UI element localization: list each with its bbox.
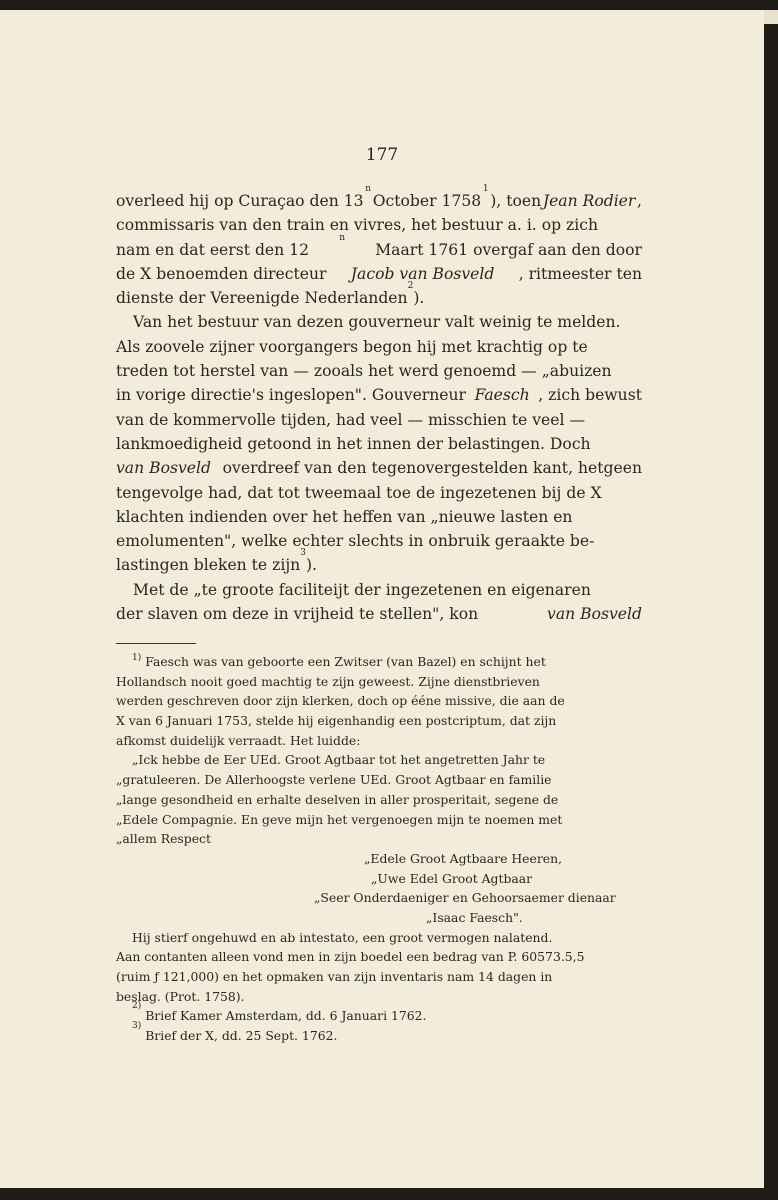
- superscript: n: [365, 184, 372, 194]
- text-line: van de kommervolle tijden, had veel — misschien te veel —: [116, 410, 586, 429]
- text-line: klachten indienden over het heffen van „nieuwe lasten en: [116, 507, 573, 526]
- text-line: emolumenten", welke echter slechts in onbruik geraakte be-: [116, 532, 595, 551]
- text-line: overleed hij op Curaçao den 13 n October 1758 1 ), toen Jean Rodier ,: [116, 189, 642, 213]
- text-line: Van het bestuur van dezen gouverneur valt weinig te melden.: [133, 313, 621, 332]
- footnote-1-line: Hollandsch nooit goed machtig te zijn geweest. Zijne dienstbrieven: [116, 673, 540, 689]
- footnote-marker: 3): [132, 1021, 142, 1032]
- signature-line: „Uwe Edel Groot Agtbaar: [371, 870, 533, 886]
- text-line: der slaven om deze in vrijheid te stellen", kon van Bosveld: [116, 602, 642, 626]
- footnote-marker: 1): [132, 653, 142, 663]
- person-name: van Bosveld: [116, 459, 211, 478]
- text-line: Met de „te groote faciliteijt der ingezetenen en eigenaren: [133, 580, 591, 599]
- text-line: lankmoedigheid getoond in het innen der belastingen. Doch: [116, 434, 591, 453]
- footnote-divider: [116, 643, 196, 644]
- signature-line: „Edele Groot Agtbaare Heeren,: [364, 850, 563, 866]
- person-name: Faesch: [474, 386, 530, 405]
- text-line: Als zoovele zijner voorgangers begon hij met krachtig op te: [116, 337, 588, 356]
- footnote-1-closing-line: (ruim ƒ 121,000) en het opmaken van zijn inventaris nam 14 dagen in: [116, 969, 553, 984]
- text-line: dienste der Vereenigde Nederlanden 2 ).: [116, 286, 642, 310]
- person-name: Jean Rodier: [542, 192, 636, 210]
- footnote-1-closing-line: Hij stierf ongehuwd en ab intestato, een groot vermogen nalatend.: [132, 929, 553, 945]
- footnote-marker: 2): [132, 1001, 142, 1012]
- page-number: 177: [365, 145, 399, 165]
- text-line: tengevolge had, dat tot tweemaal toe de ingezetenen bij de X: [116, 483, 602, 502]
- footnote-1-line: X van 6 Januari 1753, stelde hij eigenhandig een postcriptum, dat zijn: [116, 713, 557, 729]
- book-page: [0, 10, 764, 1188]
- text-line: in vorige directie's ingeslopen". Gouverneur Faesch , zich bewust: [116, 383, 642, 407]
- person-name: van Bosveld: [547, 605, 642, 624]
- signature-line: „Seer Onderdaeniger en Gehoorsaemer dienaar: [314, 890, 616, 906]
- footnote-2: 2) Brief Kamer Amsterdam, dd. 6 Januari 1762.: [116, 1006, 642, 1026]
- main-text: [116, 184, 642, 626]
- text-line: commissaris van den train en vivres, het bestuur a. i. op zich: [116, 216, 599, 235]
- footnote-ref-2: 2: [407, 281, 414, 292]
- footnote-3: 3) Brief der X, dd. 25 Sept. 1762.: [116, 1026, 642, 1046]
- text-line: nam en dat eerst den 12 n Maart 1761 overgaf aan den door: [116, 238, 642, 262]
- footnotes: [116, 652, 642, 1046]
- text-line: treden tot herstel van — zooals het werd genoemd — „abuizen: [116, 362, 612, 381]
- text-line: de X benoemden directeur Jacob van Bosveld , ritmeester ten: [116, 262, 642, 286]
- text-line: lastingen bleken te zijn 3 ).: [116, 553, 642, 577]
- footnote-1-closing-line: Aan contanten alleen vond men in zijn boedel een bedrag van P. 60573.5,5: [116, 949, 585, 965]
- footnote-1-closing-line: beslag. (Prot. 1758).: [116, 988, 245, 1004]
- footnote-1-line: $^{1)}$ Faesch was van geboorte een Zwitser (van Bazel) en schijnt het: [132, 653, 546, 669]
- quote-line: „gratuleeren. De Allerhoogste verlene UEd. Groot Agtbaar en familie: [116, 772, 552, 788]
- quote-line: „Edele Compagnie. En geve mijn het vergenoegen mijn te noemen met: [116, 811, 563, 827]
- signature-line: „Isaac Faesch".: [426, 909, 523, 925]
- person-name: Jacob van Bosveld: [350, 264, 495, 283]
- footnote-1-line: werden geschreven door zijn klerken, doch op ééne missive, die aan de: [116, 693, 565, 709]
- superscript: n: [339, 232, 345, 243]
- footnote-ref-3: 3: [300, 548, 306, 559]
- page-corner: [764, 10, 778, 24]
- footnote-1-line: afkomst duidelijk verraadt. Het luidde:: [116, 732, 361, 748]
- text-line: van Bosveld overdreef van den tegenovergestelden kant, hetgeen: [116, 456, 642, 480]
- quote-line: „Ick hebbe de Eer UEd. Groot Agtbaar tot het angetretten Jahr te: [132, 752, 546, 768]
- quote-line: „allem Respect: [116, 831, 211, 847]
- footnote-ref-1: 1: [482, 184, 489, 194]
- quote-line: „lange gesondheid en erhalte deselven in aller prosperitait, segene de: [116, 791, 559, 807]
